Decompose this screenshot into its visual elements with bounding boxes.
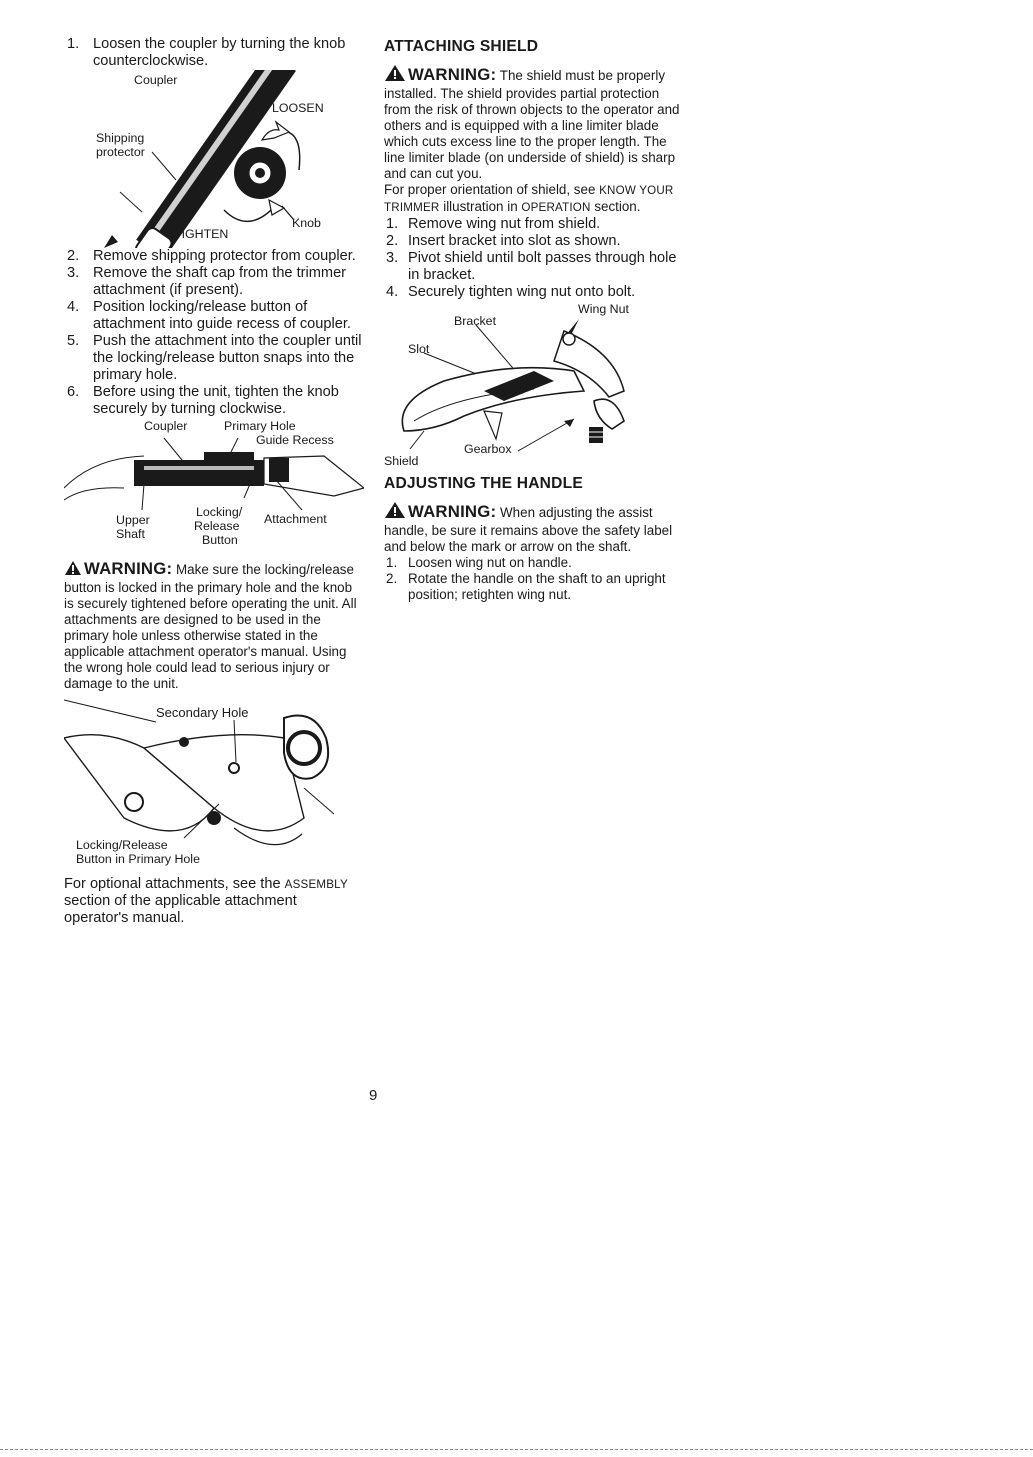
note-illustration-name: KNOW YOUR TRIMMER	[384, 184, 674, 214]
label-button: Button	[202, 533, 238, 547]
step-number: 2.	[386, 233, 399, 249]
step-text: Remove wing nut from shield.	[408, 216, 601, 232]
step-number: 1.	[386, 216, 399, 232]
step-number: 3.	[386, 250, 399, 266]
note-text: For proper orientation of shield, see	[384, 182, 600, 197]
step-number: 1.	[67, 36, 80, 52]
step-6	[64, 384, 364, 418]
label-upper: Upper	[116, 513, 150, 527]
warning-label: WARNING:	[408, 502, 497, 521]
step-text: Remove the shaft cap from the trimmer attachment (if present).	[93, 265, 347, 298]
step-number: 4.	[67, 299, 80, 315]
shield-orientation-note	[384, 182, 684, 216]
handle-step-2	[384, 571, 684, 603]
label-primary-hole: Primary Hole	[224, 419, 296, 433]
warning-label: WARNING:	[408, 65, 497, 84]
step-number: 3.	[67, 265, 80, 281]
shield-steps-list	[384, 216, 684, 301]
step-text: Position locking/release button of attachment into guide recess of coupler.	[93, 299, 351, 332]
step-text: Securely tighten wing nut onto bolt.	[408, 284, 636, 300]
page-number: 9	[369, 1087, 378, 1104]
label-shaft: Shaft	[116, 527, 145, 541]
step-1	[64, 36, 364, 70]
handle-steps-list	[384, 555, 684, 603]
label-protector: protector	[96, 145, 145, 159]
note-section-name: OPERATION	[521, 201, 591, 214]
label-shipping: Shipping	[96, 131, 145, 145]
label-locking-release: Locking/Release	[76, 838, 168, 852]
label-loosen: LOOSEN	[272, 101, 324, 115]
warning-locking	[64, 560, 364, 692]
label-knob: Knob	[292, 216, 321, 230]
step-5	[64, 333, 364, 384]
label-wing-nut: Wing Nut	[578, 302, 629, 316]
step-number: 2.	[67, 248, 80, 264]
right-column	[384, 36, 684, 603]
step-text: Remove shipping protector from coupler.	[93, 248, 356, 264]
heading-attaching-shield: ATTACHING SHIELD	[384, 38, 539, 55]
step-text: Before using the unit, tighten the knob securely by turning clockwise.	[93, 384, 339, 417]
label-gearbox: Gearbox	[464, 442, 512, 456]
label-coupler: Coupler	[134, 73, 178, 87]
warning-triangle-icon	[384, 501, 406, 523]
label-bracket: Bracket	[454, 314, 497, 328]
warning-triangle-icon	[64, 560, 82, 580]
optional-attachments-note	[64, 876, 364, 927]
note-text-mid: illustration in	[439, 199, 522, 214]
label-release: Release	[194, 519, 240, 533]
label-secondary-hole: Secondary Hole	[156, 705, 249, 720]
note-text-end: section of the applicable attachment operator's manual.	[64, 893, 297, 926]
handle-step-1	[384, 555, 684, 571]
steps-list	[64, 248, 364, 418]
warning-text: When adjusting the assist handle, be sure it remains above the safety label and below the mark or arrow on the shaft.	[384, 505, 673, 554]
note-section-name: ASSEMBLY	[284, 878, 348, 891]
step-text: Push the attachment into the coupler until the locking/release button snaps into the primary hole.	[93, 333, 362, 383]
coupler-loosen-figure	[64, 70, 364, 248]
step-text: Insert bracket into slot as shown.	[408, 233, 621, 249]
note-text-end: section.	[590, 199, 641, 214]
warning-triangle-icon	[384, 64, 406, 86]
label-attachment: Attachment	[264, 512, 327, 526]
step-4	[64, 299, 364, 333]
label-tighten: TIGHTEN	[174, 227, 229, 241]
step-text: Pivot shield until bolt passes through hole in bracket.	[408, 250, 677, 283]
warning-text: The shield must be properly installed. The shield provides partial protection from the risk of thrown objects to the operator and others and is equipped with a line limiter blade which cuts excess line to the proper length. The line limiter blade (on underside of shield) is sharp and can cut you.	[384, 68, 680, 181]
step-3	[64, 265, 364, 299]
step-text: Loosen wing nut on handle.	[408, 555, 572, 570]
label-coupler: Coupler	[144, 419, 188, 433]
secondary-hole-figure	[64, 698, 364, 874]
shield-gearbox-illustration	[384, 301, 684, 471]
left-column	[64, 36, 364, 927]
shield-step-3	[384, 250, 684, 284]
note-text: For optional attachments, see the	[64, 876, 285, 892]
step-number: 1.	[386, 555, 398, 570]
label-button-primary-hole: Button in Primary Hole	[76, 852, 200, 866]
step-number: 2.	[386, 571, 398, 586]
shield-step-1	[384, 216, 684, 233]
label-locking: Locking/	[196, 505, 243, 519]
label-slot: Slot	[408, 342, 430, 356]
step-text: Rotate the handle on the shaft to an upright position; retighten wing nut.	[408, 571, 666, 602]
step-number: 4.	[386, 284, 399, 300]
warning-label: WARNING:	[84, 559, 173, 578]
label-shield: Shield	[384, 454, 419, 468]
step-2	[64, 248, 364, 265]
shield-assembly-figure	[384, 301, 684, 471]
warning-text: Make sure the locking/release button is locked in the primary hole and the knob is securely tightened before operating the unit. All attachments are designed to be used in the primary hole unless otherwise stated in the applicable attachment operator's manual. Using the wrong hole could lead to serious injury or damage to the unit.	[64, 562, 357, 691]
warning-handle	[384, 501, 684, 555]
page-bottom-edge	[0, 1449, 1033, 1450]
shield-step-4	[384, 284, 684, 301]
attachment-insert-figure	[64, 418, 364, 558]
heading-adjusting-handle: ADJUSTING THE HANDLE	[384, 475, 583, 492]
shield-step-2	[384, 233, 684, 250]
warning-shield	[384, 64, 684, 182]
label-guide-recess: Guide Recess	[256, 433, 334, 447]
step-number: 6.	[67, 384, 80, 400]
step-text: Loosen the coupler by turning the knob counterclockwise.	[93, 36, 346, 69]
step-number: 5.	[67, 333, 80, 349]
